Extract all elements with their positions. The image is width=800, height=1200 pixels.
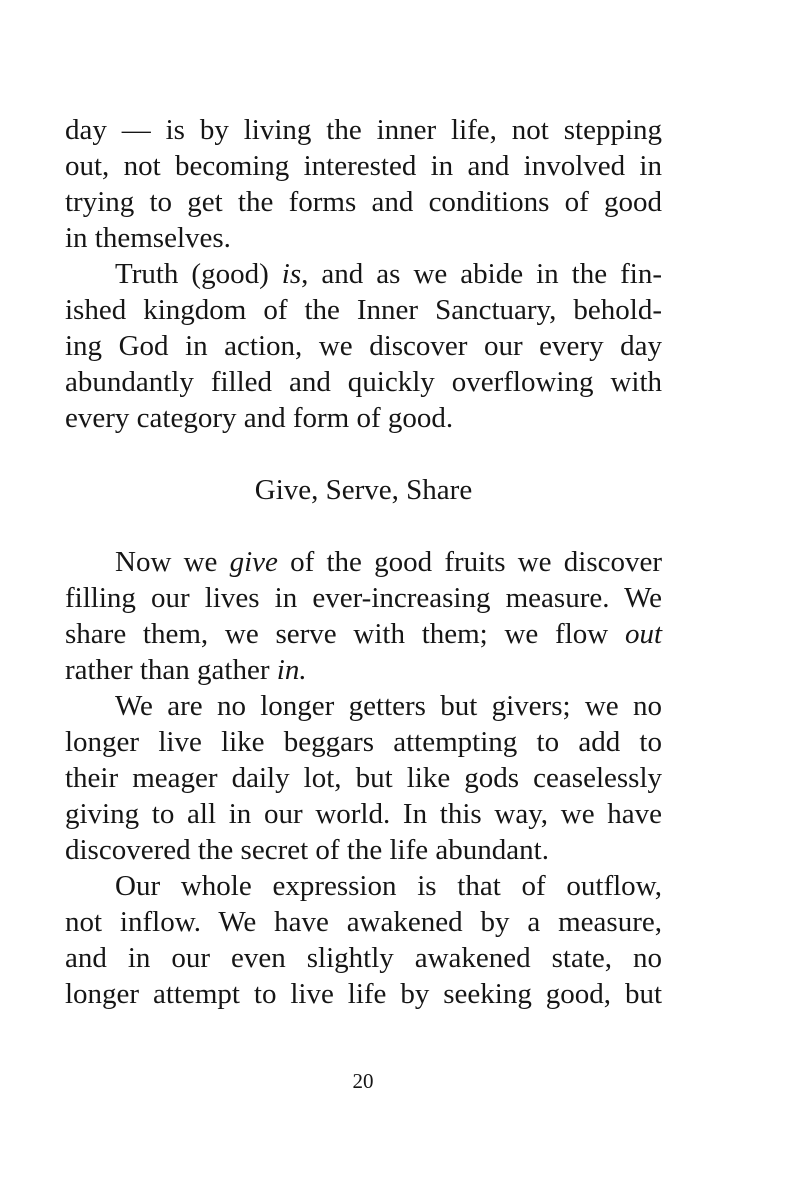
text-line: out, not becoming interested in and involved in: [65, 150, 662, 182]
text-span: rather than gather: [65, 654, 277, 686]
page-number: 20: [352, 1069, 374, 1093]
italic-text: out: [624, 618, 662, 650]
text-span: Now we: [115, 546, 230, 578]
paragraph: [65, 544, 662, 688]
text-line: ing God in action, we discover our every day: [65, 330, 662, 362]
paragraph: [65, 688, 662, 868]
text-line: trying to get the forms and conditions of good: [65, 186, 662, 218]
text-span: of the good fruits we discover: [277, 546, 662, 578]
text-span: share them, we serve with them; we flow: [65, 618, 625, 650]
text-line: longer attempt to live life by seeking good, but: [65, 978, 662, 1010]
text-line: [65, 256, 662, 292]
text-line: [65, 616, 662, 652]
text-span: , and as we abide in the fin-: [301, 258, 662, 290]
paragraph: [65, 112, 662, 256]
text-line: giving to all in our world. In this way, we have: [65, 798, 662, 830]
page-body: [65, 112, 662, 1012]
text-line: and in our even slightly awakened state, no: [65, 942, 662, 974]
text-line: [65, 544, 662, 580]
text-line: longer live like beggars attempting to add to: [65, 726, 662, 758]
text-span: Truth (good): [115, 258, 282, 290]
section-heading: Give, Serve, Share: [254, 474, 473, 506]
paragraph: [65, 256, 662, 436]
text-line: [65, 652, 662, 688]
text-line: every category and form of good.: [65, 402, 454, 434]
text-line: We are no longer getters but givers; we no: [115, 690, 662, 722]
text-line: Our whole expression is that of outflow,: [115, 870, 662, 902]
italic-text: give: [229, 546, 278, 578]
paragraph: [65, 868, 662, 1012]
text-line: day — is by living the inner life, not stepping: [65, 114, 662, 146]
text-line: not inflow. We have awakened by a measure,: [65, 906, 662, 938]
italic-text: in.: [276, 654, 307, 686]
text-line: in themselves.: [65, 222, 231, 254]
text-line: discovered the secret of the life abundant.: [65, 834, 549, 866]
text-line: their meager daily lot, but like gods ceaselessly: [65, 762, 662, 794]
italic-text: is: [281, 258, 302, 290]
text-line: abundantly filled and quickly overflowing with: [65, 366, 662, 398]
text-line: filling our lives in ever-increasing measure. We: [65, 582, 662, 614]
text-line: ished kingdom of the Inner Sanctuary, behold-: [65, 294, 662, 326]
